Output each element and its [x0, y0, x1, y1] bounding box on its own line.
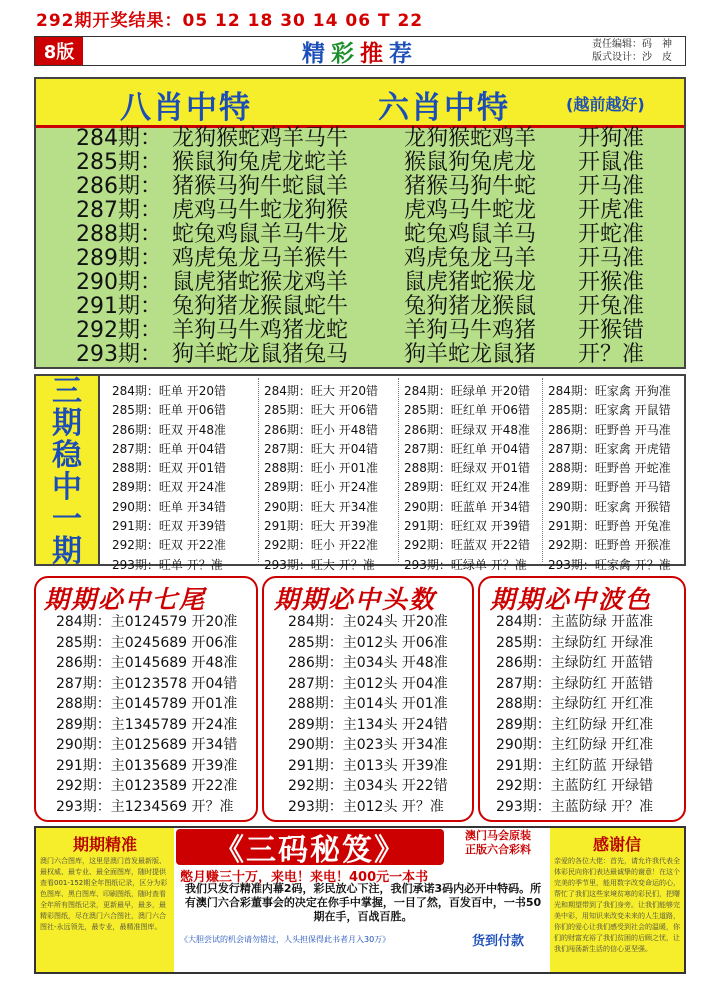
record-line: 287期：主012头 开04准: [288, 675, 448, 692]
zodiac-result: 开马准: [578, 246, 645, 271]
column-divider: [258, 378, 259, 562]
ad-foot: 《大胆尝试的机会请勿错过，人头担保得此书者月入30万》: [180, 935, 391, 944]
title-char: 精: [302, 40, 331, 67]
record-line: 287期：旺单 开04错: [112, 441, 226, 456]
zodiac-row: [76, 223, 680, 247]
record-line: 288期：旺小 开01准: [264, 461, 378, 476]
record-line: 284期：旺大 开20错: [264, 384, 378, 398]
zodiac-row: [76, 319, 680, 343]
price-line: 憋月赚三十万，来电！来电！400元一本书: [180, 870, 429, 885]
tail-title: 期期必中七尾: [44, 585, 207, 614]
record-line: 288期：主014头 开01准: [288, 696, 448, 712]
eight-zodiac-list: 蛇兔鸡鼠羊马牛龙: [172, 222, 349, 247]
side-char: 期: [52, 534, 82, 569]
eight-zodiac-list: 兔狗猪龙猴鼠蛇牛: [172, 294, 349, 319]
record-line: 293期：主蓝防绿 开？准: [496, 798, 654, 815]
six-zodiac-list: 猪猴马狗牛蛇: [404, 174, 537, 199]
zodiac-row: [76, 151, 680, 175]
record-line: 287期：主绿防红 开蓝错: [496, 675, 654, 692]
record-line: 292期：旺小 开22准: [264, 538, 378, 553]
credit-designer: 版式设计：沙 皮: [592, 52, 672, 63]
record-line: 289期：主1345789 开24准: [56, 716, 238, 733]
head-rows: [288, 612, 448, 817]
record-line: 291期：主0135689 开39准: [56, 757, 238, 774]
three-issue-side-title: [36, 374, 100, 569]
eight-zodiac-list: 狗羊蛇龙鼠猪兔马: [172, 342, 349, 367]
record-line: 293期：旺单 开？准: [112, 557, 223, 572]
zodiac-row: [76, 199, 680, 223]
record-line: 289期：旺红双 开24准: [404, 480, 530, 495]
big-small-column: [264, 382, 404, 575]
zodiac-row: [76, 175, 680, 199]
record-line: 291期：旺红双 开39错: [404, 519, 530, 534]
side-char: 稳: [52, 438, 82, 473]
record-line: 290期：主红防绿 开红准: [496, 737, 654, 753]
six-zodiac-list: 羊狗马牛鸡猪: [404, 318, 537, 343]
six-zodiac-list: 鼠虎猪蛇猴龙: [404, 270, 537, 295]
record-line: 290期：旺家禽 开猴错: [548, 499, 671, 514]
zodiac-rows: [76, 127, 680, 367]
record-line: 291期：主013头 开39准: [288, 757, 448, 774]
eight-zodiac-list: 鼠虎猪蛇猴龙鸡羊: [172, 270, 349, 295]
record-line: 290期：旺单 开34错: [112, 499, 226, 514]
record-line: 284期：旺绿单 开20错: [404, 384, 530, 398]
zodiac-result: 开猴错: [578, 318, 645, 343]
record-line: 290期：主0125689 开34错: [56, 737, 238, 753]
record-line: 293期：旺家禽 开？准: [548, 557, 671, 572]
record-line: 288期：旺双 开01错: [112, 461, 226, 476]
record-line: 292期：主034头 开22错: [288, 778, 448, 794]
issue-number: 285期：: [76, 150, 162, 175]
record-line: 288期：旺绿双 开01错: [404, 461, 530, 476]
issue-number: 293期：: [76, 342, 162, 367]
record-line: 284期：主024头 开20准: [288, 614, 448, 630]
issue-number: 286期：: [76, 174, 162, 199]
page-title: [200, 36, 520, 66]
tail-rows: [56, 612, 237, 817]
title-char: 彩: [331, 40, 360, 67]
eight-zodiac-list: 羊狗马牛鸡猪龙蛇: [172, 318, 349, 343]
record-line: 285期：旺大 开06错: [264, 403, 378, 418]
record-line: 293期：主012头 开？准: [288, 798, 444, 815]
draw-result-line: 292期开奖结果：05 12 18 30 14 06 T 22: [36, 11, 424, 31]
odd-even-column: [112, 382, 252, 575]
six-zodiac-list: 虎鸡马牛蛇龙: [404, 198, 537, 223]
ad-left-text: 澳门六合图库，这里是澳门首发最新版、最权威、最专业、最全面图库，随时提供查看001-152期全年图纸记录，区分为彩色图库、黑白图库、印刷图纸，随时查看全年所有图纸记录，更新最早，最多，最精彩图纸，尽在澳门六合图社，澳门六合图社-永远领先，最专业，最精准图库。: [40, 857, 168, 931]
record-line: 284期：旺家禽 开狗准: [548, 384, 671, 398]
issue-number: 291期：: [76, 294, 162, 319]
record-line: 286期：主034头 开48准: [288, 655, 448, 671]
record-line: 289期：旺双 开24准: [112, 480, 226, 495]
record-line: 291期：旺大 开39准: [264, 519, 378, 534]
issue-number: 290期：: [76, 270, 162, 295]
head-title: 期期必中头数: [274, 585, 437, 614]
wave-color-rows: [496, 612, 653, 817]
title-char: 推: [360, 40, 389, 67]
ad-body: 我们只发行精准内幕2码，彩民放心下注，我们承诺3码内必开中特码。所有澳门六合彩董事会的决定在你手中掌握，一目了然，百发百中，一书50期在手，百战百胜。: [184, 882, 542, 923]
record-line: 287期：旺红单 开04错: [404, 441, 530, 456]
record-line: 291期：旺野兽 开兔准: [548, 519, 671, 534]
book-banner-side: 澳门马会原装 正版六合彩料: [465, 829, 531, 856]
zodiac-result: 开鼠准: [578, 150, 645, 175]
side-char: 中: [52, 470, 82, 505]
eight-zodiac-list: 猴鼠狗兔虎龙蛇羊: [172, 150, 349, 175]
record-line: 286期：旺野兽 开马准: [548, 422, 671, 437]
issue-number: 289期：: [76, 246, 162, 271]
cash-on-delivery: 货到付款: [472, 934, 525, 949]
record-line: 285期：旺红单 开06错: [404, 403, 530, 418]
domestic-wild-column: [548, 382, 688, 575]
ad-left-title: 期期精准: [72, 835, 137, 854]
zodiac-row: [76, 343, 680, 367]
six-zodiac-list: 狗羊蛇龙鼠猪: [404, 342, 537, 367]
record-line: 289期：主红防绿 开红准: [496, 716, 654, 733]
record-line: 284期：旺单 开20错: [112, 384, 226, 398]
record-line: 290期：主023头 开34准: [288, 737, 448, 753]
wave-color-title: 期期必中波色: [490, 585, 653, 614]
zodiac-row: [76, 127, 680, 151]
zodiac-result: 开狗准: [578, 126, 645, 151]
record-line: 286期：主0145689 开48准: [56, 655, 238, 671]
record-line: 287期：主0123578 开04错: [56, 675, 238, 692]
zodiac-result: 开马准: [578, 174, 645, 199]
zodiac-result: 开虎准: [578, 198, 645, 223]
color-parity-column: [404, 382, 544, 575]
record-line: 290期：旺大 开34准: [264, 499, 378, 514]
eight-zodiac-list: 鸡虎兔龙马羊猴牛: [172, 246, 349, 271]
record-line: 288期：主0145789 开01准: [56, 696, 238, 712]
zodiac-row: [76, 247, 680, 271]
issue-number: 284期：: [76, 126, 162, 151]
side-char: 三: [52, 374, 82, 409]
record-line: 292期：主蓝防红 开绿错: [496, 778, 654, 794]
record-line: 288期：旺野兽 开蛇准: [548, 461, 671, 476]
record-line: 285期：主0245689 开06准: [56, 634, 238, 651]
issue-number: 287期：: [76, 198, 162, 223]
issue-number: 292期：: [76, 318, 162, 343]
record-line: 291期：主红防蓝 开绿错: [496, 757, 654, 774]
record-line: 286期：主绿防红 开蓝错: [496, 655, 654, 671]
record-line: 290期：旺蓝单 开34错: [404, 499, 530, 514]
record-line: 293期：主1234569 开？准: [56, 798, 234, 815]
thanks-title: 感谢信: [592, 835, 641, 854]
eight-zodiac-title: 八肖中特: [120, 90, 252, 126]
zodiac-result: 开兔准: [578, 294, 645, 319]
record-line: 285期：主绿防红 开绿准: [496, 634, 654, 651]
record-line: 289期：旺小 开24准: [264, 480, 378, 495]
six-zodiac-list: 猴鼠狗兔虎龙: [404, 150, 537, 175]
six-zodiac-list: 兔狗猪龙猴鼠: [404, 294, 537, 319]
record-line: 286期：旺双 开48准: [112, 422, 226, 437]
record-line: 284期：主0124579 开20准: [56, 614, 238, 630]
record-line: 292期：旺蓝双 开22错: [404, 538, 530, 553]
record-line: 293期：旺绿单 开？准: [404, 557, 527, 572]
side-char: 一: [52, 502, 82, 537]
record-line: 289期：主134头 开24错: [288, 716, 448, 733]
thanks-text: 亲爱的各位大佬：首先，请允许我代表全体彩民向你们表达最诚挚的谢意！在这个完美的季节里，能用数字改变命运的心，帮忙了我们这些家境贫寒的彩民们，把曙光和期望带到了我们身旁。让我们能够完美中彩，用知识来改变未来的人生道路，你们的爱心让我们感受到社会的温暖，你们的财富充裕了我们贫困的后顾之忧，让我们闯荡新生活的信心更坚强。: [554, 857, 680, 953]
credits: [592, 38, 672, 64]
record-line: 291期：旺双 开39错: [112, 519, 226, 534]
record-line: 292期：旺野兽 开猴准: [548, 538, 671, 553]
book-banner: 《三码秘笈》: [176, 829, 444, 865]
issue-number: 288期：: [76, 222, 162, 247]
six-zodiac-title: 六肖中特: [378, 90, 510, 126]
record-line: 293期：旺大 开？准: [264, 557, 375, 572]
six-zodiac-list: 蛇兔鸡鼠羊马: [404, 222, 537, 247]
credit-editor: 责任编辑：码 神: [592, 39, 672, 50]
record-line: 292期：旺双 开22准: [112, 538, 226, 553]
eight-zodiac-list: 龙狗猴蛇鸡羊马牛: [172, 126, 349, 151]
zodiac-panel-note: (越前越好): [566, 95, 645, 114]
record-line: 287期：旺大 开04错: [264, 441, 378, 456]
record-line: 289期：旺野兽 开马错: [548, 480, 671, 495]
eight-zodiac-list: 虎鸡马牛蛇龙狗猴: [172, 198, 349, 223]
six-zodiac-list: 鸡虎兔龙马羊: [404, 246, 537, 271]
record-line: 285期：主012头 开06准: [288, 634, 448, 651]
record-line: 285期：旺家禽 开鼠错: [548, 403, 671, 418]
zodiac-result: 开蛇准: [578, 222, 645, 247]
record-line: 286期：旺绿双 开48准: [404, 422, 530, 437]
zodiac-result: 开猴准: [578, 270, 645, 295]
six-zodiac-list: 龙狗猴蛇鸡羊: [404, 126, 537, 151]
title-char: 荐: [389, 40, 418, 67]
record-line: 285期：旺单 开06错: [112, 403, 226, 418]
zodiac-row: [76, 295, 680, 319]
zodiac-result: 开？准: [578, 342, 645, 367]
record-line: 287期：旺家禽 开虎错: [548, 441, 671, 456]
record-line: 286期：旺小 开48错: [264, 422, 378, 437]
edition-badge: 8版: [35, 37, 83, 65]
side-char: 期: [52, 406, 82, 441]
zodiac-row: [76, 271, 680, 295]
record-line: 284期：主蓝防绿 开蓝准: [496, 614, 654, 630]
record-line: 288期：主绿防红 开红准: [496, 696, 654, 712]
record-line: 292期：主0123589 开22准: [56, 778, 238, 794]
eight-zodiac-list: 猪猴马狗牛蛇鼠羊: [172, 174, 349, 199]
